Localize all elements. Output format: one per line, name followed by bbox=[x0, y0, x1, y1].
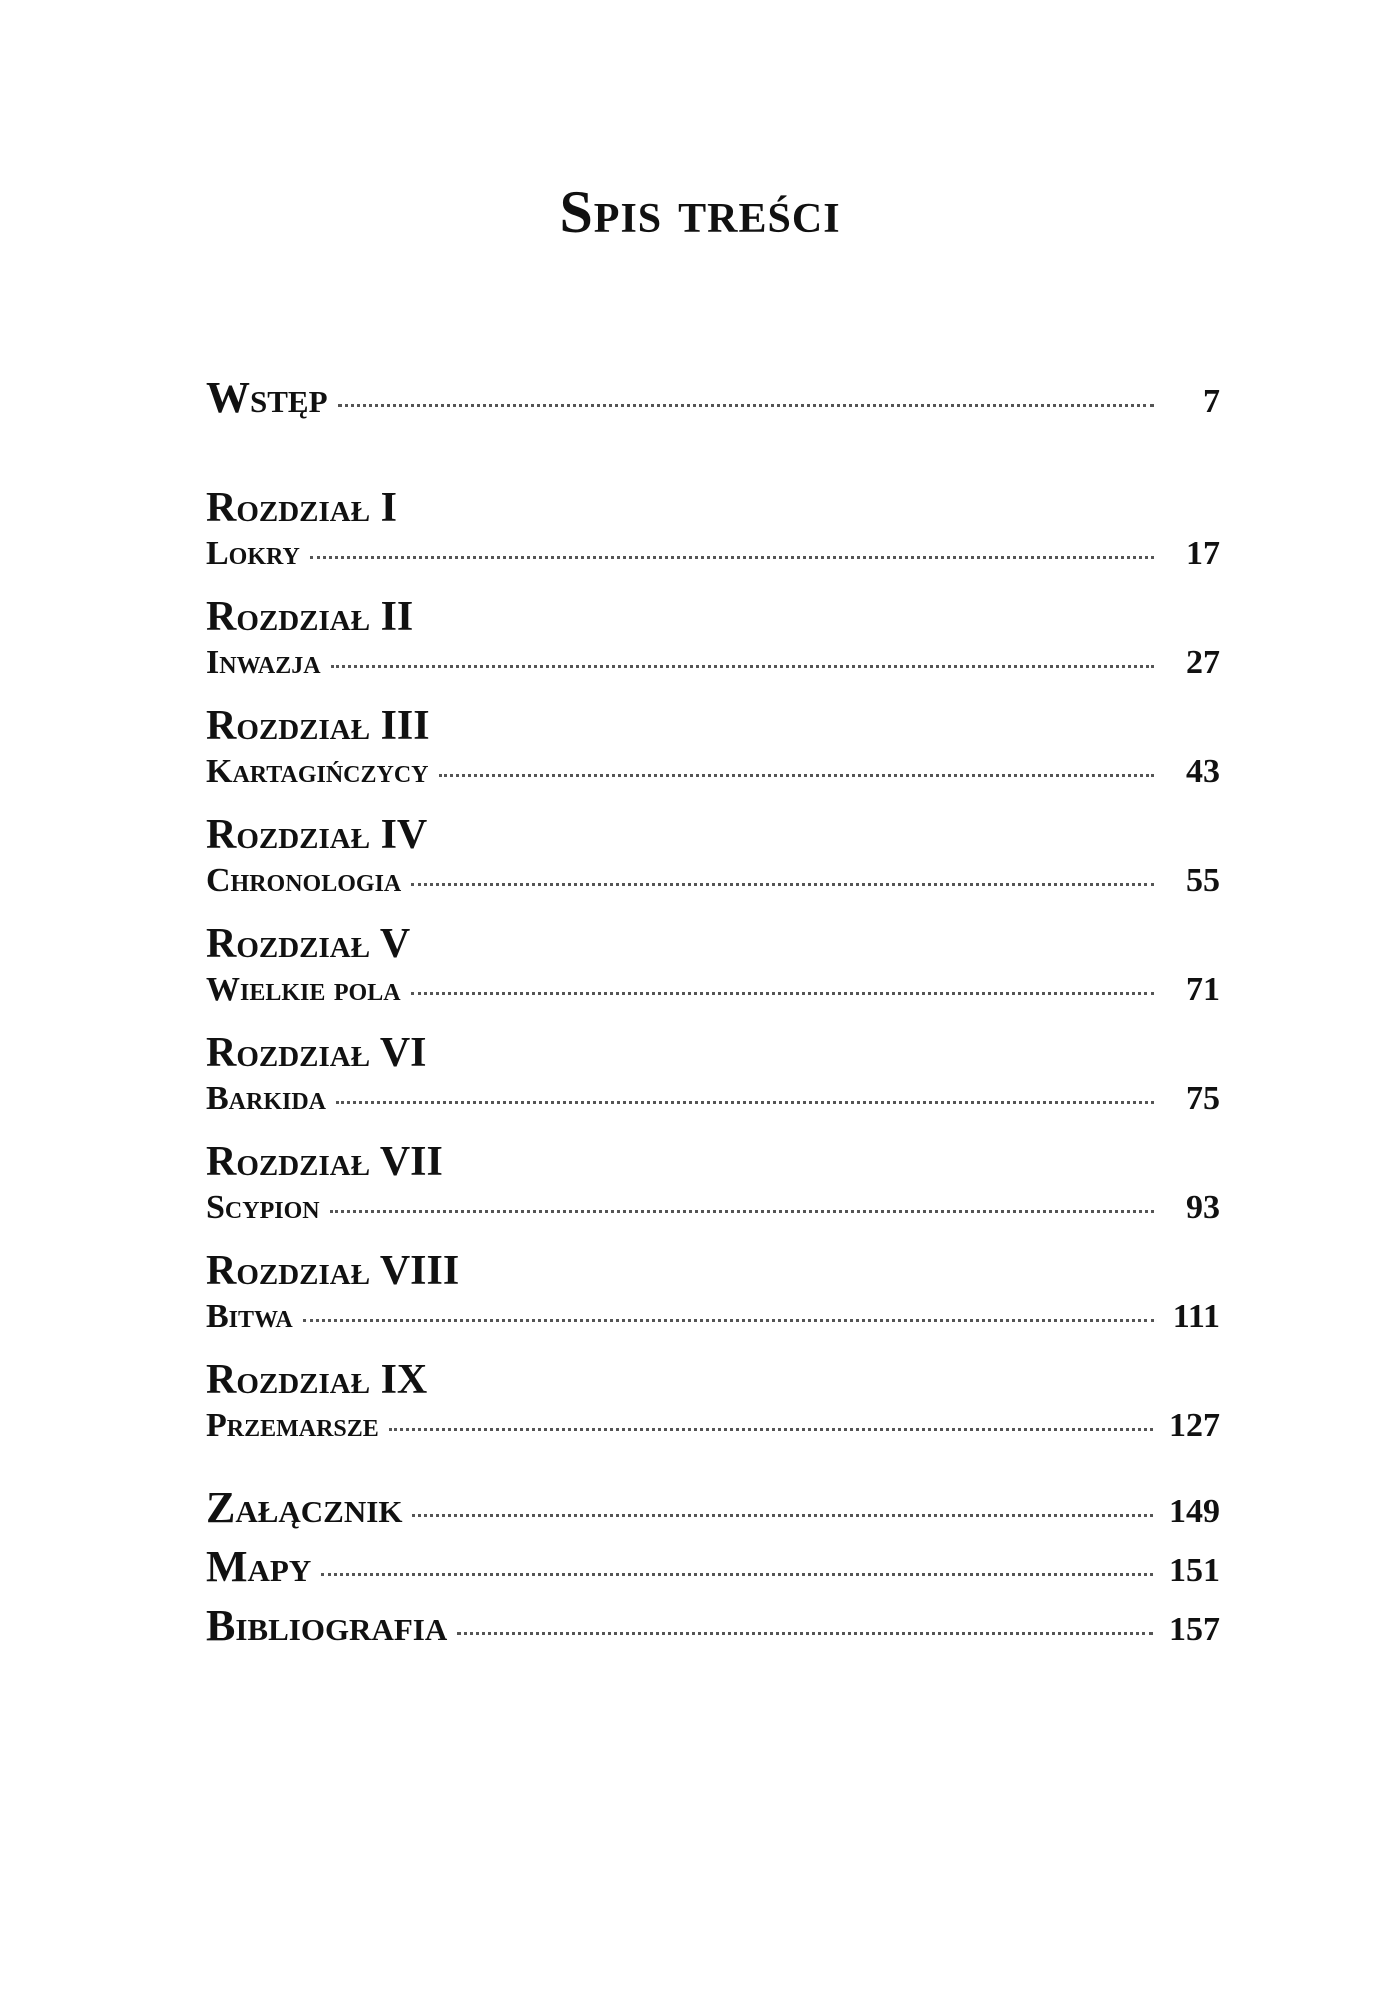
toc-entry-chapter[interactable] bbox=[206, 1407, 1220, 1445]
toc-entry-label: Chronologia bbox=[206, 862, 402, 899]
chapter-heading: Rozdział IV bbox=[206, 812, 428, 858]
toc-page-number: 71 bbox=[1186, 971, 1220, 1008]
dot-leader bbox=[321, 1573, 1153, 1576]
dot-leader bbox=[336, 1101, 1154, 1104]
toc-page-number: 127 bbox=[1169, 1407, 1220, 1444]
toc-page-number: 93 bbox=[1186, 1189, 1220, 1226]
toc-entry-maps[interactable] bbox=[206, 1541, 1220, 1592]
chapter-heading: Rozdział V bbox=[206, 921, 411, 967]
toc-entry-chapter[interactable] bbox=[206, 1298, 1220, 1336]
toc-page-number: 7 bbox=[1203, 383, 1220, 420]
toc-entry-label: Kartagińczycy bbox=[206, 753, 429, 790]
toc-page-number: 75 bbox=[1186, 1080, 1220, 1117]
chapter-heading: Rozdział VII bbox=[206, 1139, 443, 1185]
toc-entry-label: Inwazja bbox=[206, 644, 321, 681]
toc-entry-chapter[interactable] bbox=[206, 535, 1220, 573]
toc-entry-label: Scypion bbox=[206, 1189, 320, 1226]
toc-entry-chapter[interactable] bbox=[206, 862, 1220, 900]
toc-entry-label: Przemarsze bbox=[206, 1407, 379, 1444]
toc-entry-bibliography[interactable] bbox=[206, 1600, 1220, 1651]
toc-page-number: 55 bbox=[1186, 862, 1220, 899]
chapter-heading: Rozdział II bbox=[206, 594, 414, 640]
page-title: Spis treści bbox=[559, 179, 841, 245]
dot-leader bbox=[389, 1428, 1153, 1431]
chapter-heading: Rozdział III bbox=[206, 703, 430, 749]
chapter-heading: Rozdział VI bbox=[206, 1030, 427, 1076]
dot-leader bbox=[457, 1632, 1153, 1635]
toc-entry-chapter[interactable] bbox=[206, 1189, 1220, 1227]
dot-leader bbox=[411, 883, 1154, 886]
toc-entry-label: Lokry bbox=[206, 535, 300, 572]
toc-page-number: 111 bbox=[1172, 1298, 1220, 1335]
dot-leader bbox=[338, 404, 1154, 407]
toc-entry-label: Wstęp bbox=[206, 373, 328, 422]
dot-leader bbox=[439, 774, 1154, 777]
toc-entry-label: Załącznik bbox=[206, 1483, 403, 1532]
chapter-heading: Rozdział IX bbox=[206, 1357, 428, 1403]
dot-leader bbox=[330, 1210, 1154, 1213]
toc-entry-label: Wielkie pola bbox=[206, 971, 401, 1008]
toc-page-number: 43 bbox=[1186, 753, 1220, 790]
toc-entry-label: Mapy bbox=[206, 1542, 312, 1591]
dot-leader bbox=[331, 665, 1154, 668]
toc-entry-chapter[interactable] bbox=[206, 1080, 1220, 1118]
dot-leader bbox=[411, 992, 1154, 995]
toc-entry-label: Barkida bbox=[206, 1080, 327, 1117]
chapter-heading: Rozdział VIII bbox=[206, 1248, 460, 1294]
toc-page-number: 157 bbox=[1169, 1611, 1220, 1648]
toc-page-number: 17 bbox=[1186, 535, 1220, 572]
toc-entry-intro[interactable] bbox=[206, 372, 1220, 423]
dot-leader bbox=[412, 1514, 1153, 1517]
toc-entry-chapter[interactable] bbox=[206, 644, 1220, 682]
toc-page-number: 151 bbox=[1169, 1552, 1220, 1589]
dot-leader bbox=[310, 556, 1154, 559]
toc-entry-label: Bibliografia bbox=[206, 1601, 448, 1650]
toc-entry-label: Bitwa bbox=[206, 1298, 293, 1335]
chapter-heading: Rozdział I bbox=[206, 485, 397, 531]
dot-leader bbox=[303, 1319, 1154, 1322]
toc-entry-appendix[interactable] bbox=[206, 1482, 1220, 1533]
toc-entry-chapter[interactable] bbox=[206, 971, 1220, 1009]
toc-page-number: 27 bbox=[1186, 644, 1220, 681]
toc-page-number: 149 bbox=[1169, 1493, 1220, 1530]
toc-entry-chapter[interactable] bbox=[206, 753, 1220, 791]
